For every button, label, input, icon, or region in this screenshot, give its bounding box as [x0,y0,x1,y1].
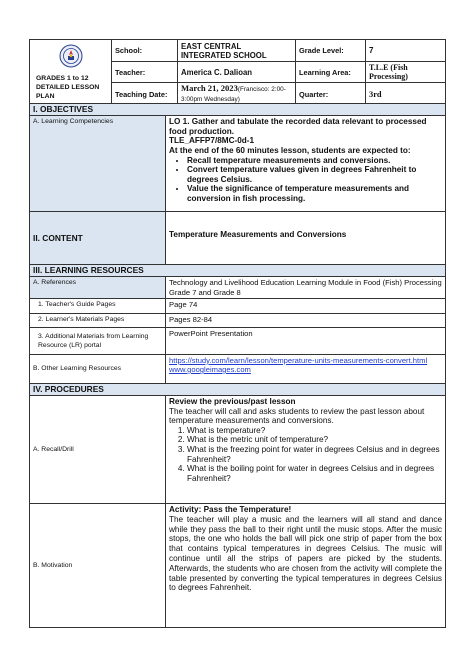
question-item: 1. What is temperature? [187,426,442,436]
question-item: 4. What is the boiling point for water in degrees Celsius and in degrees Fahrenheit? [187,464,442,483]
header-title-line1: GRADES 1 to 12 [36,75,89,82]
procedures-heading: IV. PROCEDURES [30,383,446,395]
content-heading: II. CONTENT [30,212,166,265]
activity-title: Activity: Pass the Temperature! [169,505,292,515]
teaching-date-value: March 21, 2023 [181,83,238,93]
recall-text: The teacher will call and asks students to review the past lesson about temperature measurements and conversions. [169,406,425,426]
motivation-label: B. Motivation [30,504,166,628]
learning-competencies-label: A. Learning Competencies [30,116,166,212]
deped-seal-icon [59,44,83,68]
teacher-label: Teacher: [112,62,178,83]
other-resources-label: B. Other Learning Resources [30,354,166,383]
grade-level-label: Grade Level: [296,40,366,62]
header-title-line2: DETAILED LESSON PLAN [36,84,100,100]
teacher-value: America C. Dalioan [178,62,296,83]
content-value: Temperature Measurements and Conversions [166,212,446,265]
additional-materials-label: 3. Additional Materials from Learning Resource (LR) portal [30,327,166,354]
learning-competencies-cell [166,116,446,212]
header-title-cell [30,40,112,106]
objectives-heading: I. OBJECTIVES [30,104,446,116]
other-resources-cell [166,354,446,383]
teaching-date-label: Teaching Date: [112,83,178,106]
learners-materials-value: Pages 82-84 [166,313,446,327]
teachers-guide-label: 1. Teacher's Guide Pages [30,298,166,313]
learning-resources-heading: III. LEARNING RESOURCES [30,265,446,277]
learning-area-value: T.L.E (Fish Processing) [366,62,446,83]
question-item: 3. What is the freezing point for water in degrees Celsius and in degrees Fahrenheit? [187,445,442,464]
lesson-plan-header [29,39,446,106]
recall-drill-label: A. Recall/Drill [30,396,166,504]
objective-item: • Convert temperature values given in degrees Fahrenheit to degrees Celsius. [187,165,442,184]
competency-code: TLE_AFFP7/8MC-0d-1 [169,136,255,146]
objective-item: • Value the significance of temperature measurements and conversion in fish processing. [187,184,442,203]
additional-materials-value: PowerPoint Presentation [166,327,446,354]
references-label: A. References [30,277,166,298]
activity-text: The teacher will play a music and the learners will all stand and dance while they pass the ball to their right until the music stops. After the music stops, the one who holds the ball will pick one strip of paper from the box that contains typical temperatures in degrees Celsius. The music will continue until all the strips of papers are picked by the students. Afterwards, the students who are chosen from the activity will complete the table presented by converting the typical temperatures in degrees Celsius to degrees Fahrenheit. [169,514,443,593]
learning-outcome: LO 1. Gather and tabulate the recorded data relevant to processed food production. [169,117,427,136]
learning-area-label: Learning Area: [296,62,366,83]
grade-level-value: 7 [366,40,446,62]
references-value: Technology and Livelihood Education Learning Module in Food (Fish) Processing Grade 7 and Grade 8 [166,277,446,298]
recall-questions [169,426,442,484]
quarter-label: Quarter: [296,83,366,106]
teachers-guide-value: Page 74 [166,298,446,313]
school-label: School: [112,40,178,62]
learners-materials-label: 2. Learner's Materials Pages [30,313,166,327]
objectives-list [169,156,442,204]
question-item: 2. What is the metric unit of temperature? [187,435,442,445]
recall-title: Review the previous/past lesson [169,397,296,407]
quarter-value: 3rd [366,83,446,106]
motivation-cell [166,504,446,628]
teaching-date-note: (Francisco: 2:00-3:00pm Wednesday) [181,86,286,103]
lesson-plan-body [29,103,446,628]
objectives-intro: At the end of the 60 minutes lesson, students are expected to: [169,145,411,155]
study-com-link[interactable]: https://study.com/learn/lesson/temperature-units-measurements-convert.html [169,355,428,365]
recall-drill-cell [166,396,446,504]
google-images-link[interactable]: www.googleimages.com [169,365,251,375]
school-value: EAST CENTRAL INTEGRATED SCHOOL [178,40,296,62]
objective-item: • Recall temperature measurements and conversions. [187,156,442,166]
